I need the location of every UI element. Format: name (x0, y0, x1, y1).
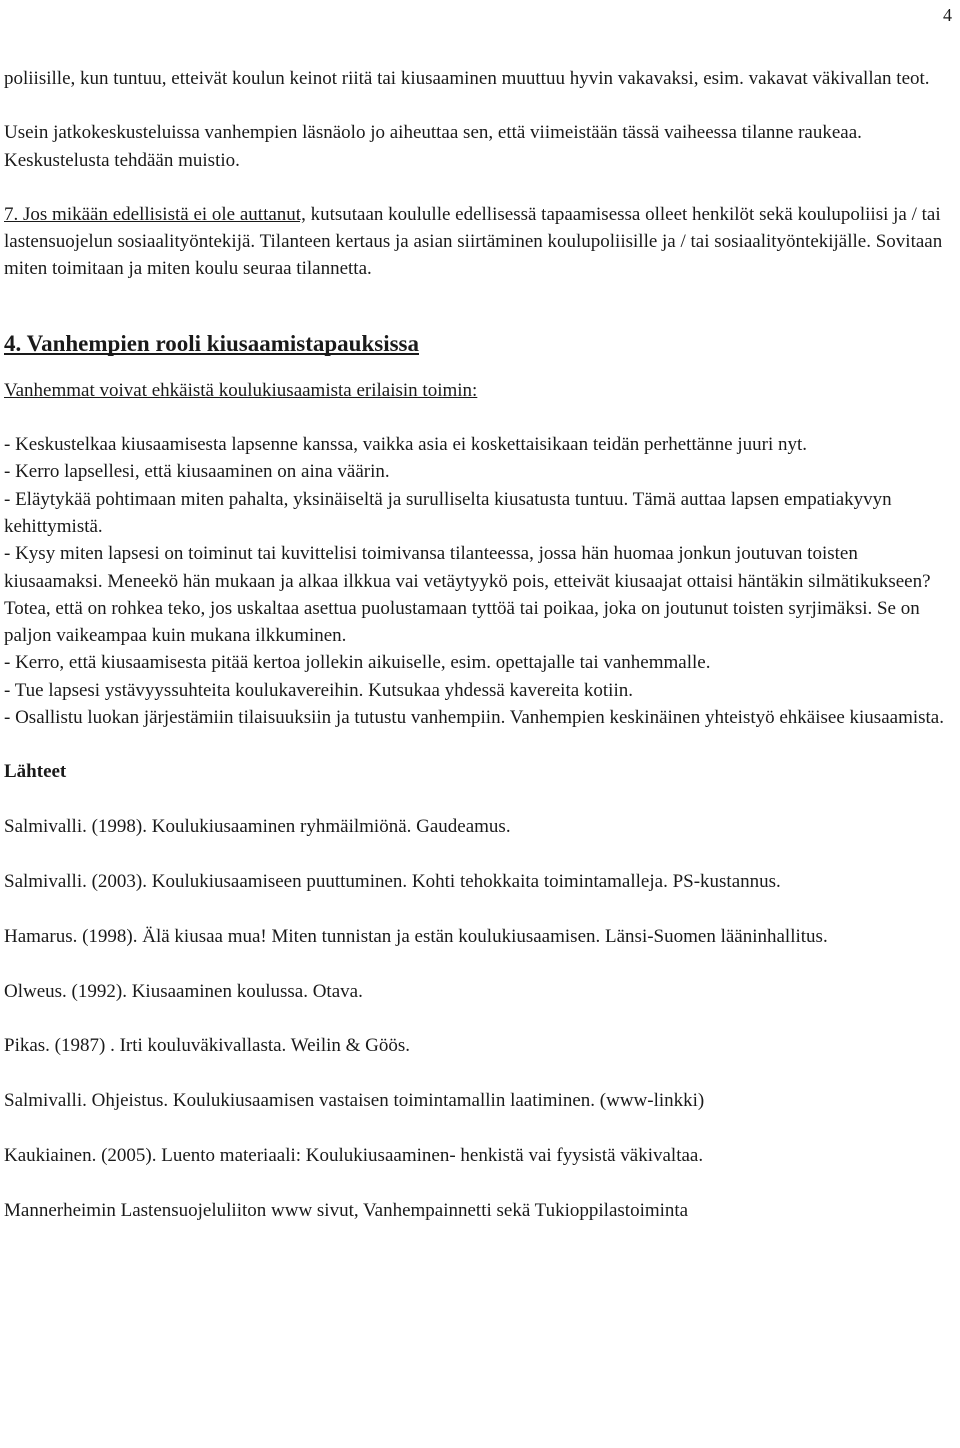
section-4-intro: Vanhemmat voivat ehkäistä koulukiusaamista erilaisin toimin: (4, 379, 478, 401)
reference-item: Salmivalli. (2003). Koulukiusaamiseen puuttuminen. Kohti tehokkaita toimintamalleja. PS-kustannus. (4, 870, 781, 892)
list-item: - Tue lapsesi ystävyyssuhteita koulukavereihin. Kutsukaa yhdessä kavereita kotiin. (4, 679, 633, 701)
step-7-lead: 7. Jos mikään edellisistä ei ole auttanut, (4, 203, 306, 225)
section-4-heading: 4. Vanhempien rooli kiusaamistapauksissa (4, 330, 419, 356)
step-7-paragraph (4, 201, 952, 283)
reference-item: Olweus. (1992). Kiusaaminen koulussa. Otava. (4, 980, 363, 1002)
intro-paragraph-2: Usein jatkokeskusteluissa vanhempien läsnäolo jo aiheuttaa sen, että viimeistään tässä vaiheessa tilanne raukeaa. Keskustelusta tehdään muistio. (4, 122, 862, 171)
reference-item: Hamarus. (1998). Älä kiusaa mua! Miten tunnistan ja estän koulukiusaamisen. Länsi-Suomen lääninhallitus. (4, 925, 828, 947)
parent-actions-list (4, 431, 952, 731)
list-item: - Keskustelkaa kiusaamisesta lapsenne kanssa, vaikka asia ei koskettaisikaan teidän perhettänne juuri nyt. (4, 434, 808, 456)
references-heading: Lähteet (4, 761, 67, 783)
reference-item: Kaukiainen. (2005). Luento materiaali: Koulukiusaaminen- henkistä vai fyysistä väkivaltaa. (4, 1144, 704, 1166)
list-item: - Kerro lapsellesi, että kiusaaminen on aina väärin. (4, 461, 390, 483)
list-item: - Kysy miten lapsesi on toiminut tai kuvittelisi toimivansa tilanteessa, jossa hän huomaa jonkun joutuvan toisten kiusaamaksi. Meneekö hän mukaan ja alkaa ilkkua vai vetäytyykö pois, etteivät kiusaajat ottaisi häntäkin silmätikukseen? Totea, että on rohkea teko, jos uskaltaa asettua puolustamaan tyttöä tai poikaa, joka on joutunut toisten syrjimäksi. Se on paljon vaikeampaa kuin mukana ilkkuminen. (4, 543, 931, 647)
reference-item: Salmivalli. (1998). Koulukiusaaminen ryhmäilmiönä. Gaudeamus. (4, 816, 511, 838)
document-body (4, 65, 952, 1224)
references-list (4, 813, 952, 1224)
list-item: - Osallistu luokan järjestämiin tilaisuuksiin ja tutustu vanhempiin. Vanhempien keskinäinen yhteistyö ehkäisee kiusaamista. (4, 707, 944, 729)
list-item: - Kerro, että kiusaamisesta pitää kertoa jollekin aikuiselle, esim. opettajalle tai vanhemmalle. (4, 652, 711, 674)
step-7-text: kutsutaan koululle edellisessä tapaamisessa olleet henkilöt sekä koulupoliisi ja / tai lastensuojelun sosiaalityöntekijä. Tilanteen kertaus ja asian siirtäminen koulupoliisille ja / tai sosiaalityöntekijälle. Sovitaan miten toimitaan ja miten koulu seuraa tilannetta. (4, 203, 943, 280)
reference-item: Mannerheimin Lastensuojeluliiton www sivut, Vanhempainnetti sekä Tukioppilastoiminta (4, 1199, 689, 1221)
reference-item: Salmivalli. Ohjeistus. Koulukiusaamisen vastaisen toimintamallin laatiminen. (www-linkki) (4, 1090, 705, 1112)
reference-item: Pikas. (1987) . Irti kouluväkivallasta. Weilin & Göös. (4, 1035, 411, 1057)
page-number: 4 (943, 5, 952, 25)
list-item: - Eläytykää pohtimaan miten pahalta, yksinäiseltä ja surulliselta kiusatusta tuntuu. Tämä auttaa lapsen empatiakyvyn kehittymistä. (4, 488, 892, 537)
intro-paragraph-1: poliisille, kun tuntuu, etteivät koulun keinot riitä tai kiusaaminen muuttuu hyvin vakavaksi, esim. vakavat väkivallan teot. (4, 68, 930, 89)
